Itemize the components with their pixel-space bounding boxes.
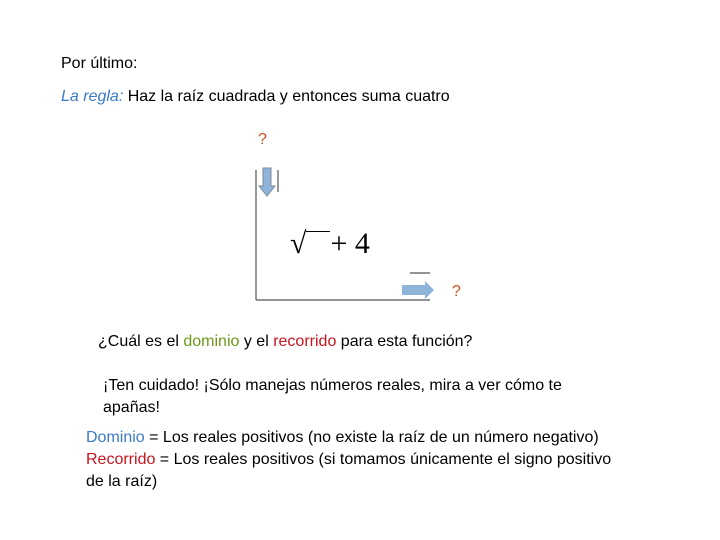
output-question-mark: ? (452, 283, 461, 300)
input-arrow-icon (259, 168, 275, 196)
rule-label: La regla: (61, 88, 124, 105)
question-part: ¿Cuál es el (98, 333, 184, 350)
answer-range-text: = Los reales positivos (si tomamos únicamente el signo positivo de la raíz) (86, 451, 612, 490)
question-part: y el (239, 333, 274, 350)
rule-description: Haz la raíz cuadrada y entonces suma cuatro (123, 88, 450, 105)
square-root-icon: √ (290, 227, 307, 260)
output-arrow-icon (402, 281, 434, 299)
rule-text (61, 86, 481, 108)
heading: Por último: (61, 55, 138, 72)
answers-block (86, 427, 626, 493)
answer-range-label: Recorrido (86, 451, 156, 468)
formula-plus-four: + 4 (330, 227, 370, 260)
warning-text: ¡Ten cuidado! ¡Sólo manejas números reales, mira a ver cómo te apañas! (103, 377, 562, 416)
range-word: recorrido (273, 333, 337, 350)
question-text (98, 331, 472, 353)
root-overline (306, 231, 330, 252)
answer-domain-text: = Los reales positivos (no existe la raíz de un número negativo) (144, 429, 599, 446)
domain-word: dominio (183, 333, 240, 350)
function-formula (290, 226, 370, 262)
answer-domain-label: Dominio (86, 429, 145, 446)
question-part: para esta función? (336, 333, 473, 350)
input-question-mark: ? (258, 131, 267, 148)
